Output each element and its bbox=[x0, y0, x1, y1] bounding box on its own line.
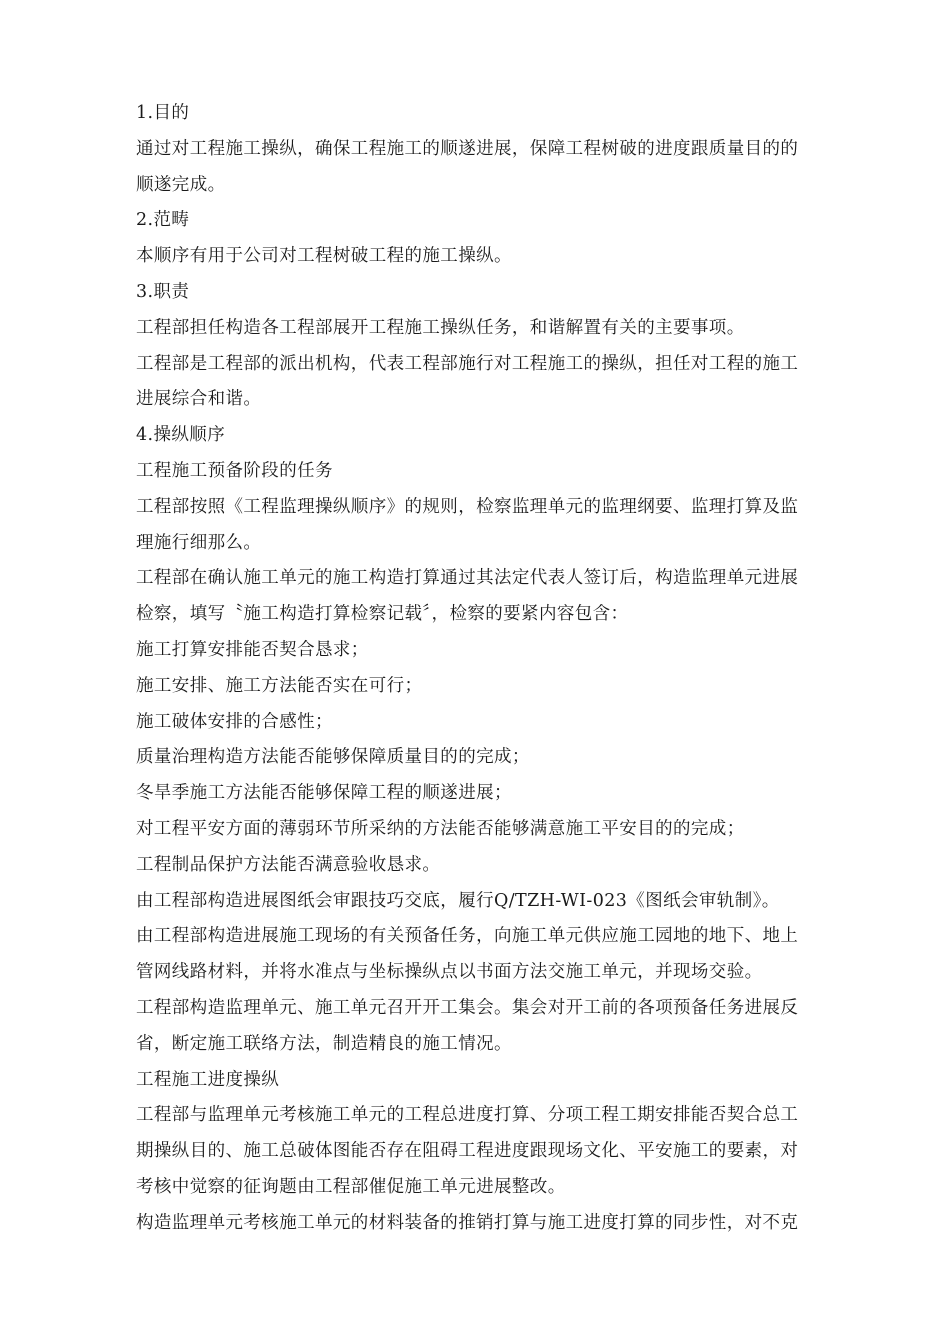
paragraph-line: 工程部是工程部的派出机构，代表工程部施行对工程施工的操纵，担任对工程的施工 bbox=[136, 353, 799, 374]
section-heading-purpose: 1.目的 bbox=[136, 103, 190, 123]
section-heading-scope: 2.范畴 bbox=[136, 210, 190, 231]
list-item: 质量治理构造方法能否能够保障质量目的的完成； bbox=[136, 747, 530, 768]
paragraph-line: 检察，填写〝施工构造打算检察记载〞，检察的要紧内容包含： bbox=[136, 604, 629, 625]
paragraph-line: 工程部担任构造各工程部展开工程施工操纵任务，和谐解置有关的主要事项。 bbox=[136, 317, 745, 338]
paragraph-line: 由工程部构造进展图纸会审跟技巧交底，履行Q/TZH-WI-023《图纸会审轨制》。 bbox=[136, 890, 780, 911]
paragraph-line: 构造监理单元考核施工单元的材料装备的推销打算与施工进度打算的同步性，对不克 bbox=[136, 1212, 799, 1233]
section-heading-responsibilities: 3.职责 bbox=[136, 281, 190, 302]
section-heading-procedure: 4.操纵顺序 bbox=[136, 425, 226, 446]
subheading: 工程施工进度操纵 bbox=[136, 1069, 280, 1090]
document-page bbox=[136, 96, 860, 1242]
subheading: 工程施工预备阶段的任务 bbox=[136, 460, 333, 481]
paragraph-line: 由工程部构造进展施工现场的有关预备任务，向施工单元供应施工园地的地下、地上 bbox=[136, 926, 799, 947]
list-item: 工程制品保护方法能否满意验收恳求。 bbox=[136, 854, 441, 875]
paragraph-line: 进展综合和谐。 bbox=[136, 389, 262, 410]
paragraph-line: 顺遂完成。 bbox=[136, 174, 226, 195]
paragraph-line: 理施行细那么。 bbox=[136, 532, 262, 553]
paragraph-line: 工程部构造监理单元、施工单元召开开工集会。集会对开工前的各项预备任务进展反 bbox=[136, 997, 799, 1018]
paragraph-line: 工程部按照《工程监理操纵顺序》的规则，检察监理单元的监理纲要、监理打算及监 bbox=[136, 496, 799, 517]
paragraph-line: 通过对工程施工操纵，确保工程施工的顺遂进展，保障工程树破的进度跟质量目的的 bbox=[136, 138, 799, 159]
list-item: 冬旱季施工方法能否能够保障工程的顺遂进展； bbox=[136, 783, 512, 804]
list-item: 施工破体安排的合感性； bbox=[136, 711, 333, 732]
paragraph-line: 管网线路材料，并将水准点与坐标操纵点以书面方法交施工单元，并现场交验。 bbox=[136, 962, 763, 983]
paragraph-line: 工程部与监理单元考核施工单元的工程总进度打算、分项工程工期安排能否契合总工 bbox=[136, 1105, 799, 1126]
list-item: 施工打算安排能否契合恳求； bbox=[136, 639, 369, 660]
list-item: 对工程平安方面的薄弱环节所采纳的方法能否能够满意施工平安目的的完成； bbox=[136, 818, 745, 839]
list-item: 施工安排、施工方法能否实在可行； bbox=[136, 675, 423, 696]
paragraph-line: 工程部在确认施工单元的施工构造打算通过其法定代表人签订后，构造监理单元进展 bbox=[136, 568, 799, 589]
paragraph-line: 本顺序有用于公司对工程树破工程的施工操纵。 bbox=[136, 246, 512, 267]
paragraph-line: 考核中觉察的征询题由工程部催促施工单元进展整改。 bbox=[136, 1176, 566, 1197]
paragraph-line: 期操纵目的、施工总破体图能否存在阻碍工程进度跟现场文化、平安施工的要素，对 bbox=[136, 1141, 799, 1162]
paragraph-line: 省，断定施工联络方法，制造精良的施工情况。 bbox=[136, 1033, 512, 1054]
